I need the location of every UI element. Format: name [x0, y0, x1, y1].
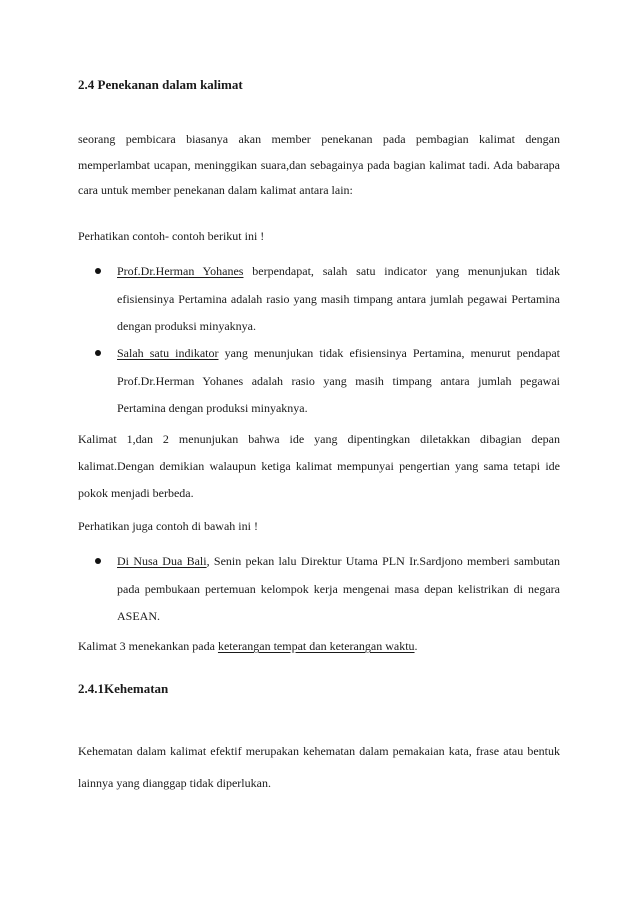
bullet-icon	[95, 350, 101, 356]
conclusion-suffix: .	[414, 639, 418, 653]
conclusion-prefix: Kalimat 3 menekankan pada	[78, 639, 218, 653]
list-item	[117, 548, 560, 631]
bullet-text: berpendapat, salah satu indicator yang menunjukan tidak efisiensinya Pertamina adalah rasio yang masih timpang antara jumlah pegawai Pertamina dengan produksi minyaknya.	[117, 264, 560, 333]
examples-intro-2: Perhatikan juga contoh di bawah ini !	[78, 519, 258, 533]
intro-paragraph: seorang pembicara biasanya akan member penekanan pada pembagian kalimat dengan memperlambat ucapan, meninggikan suara,dan sebagainya pada bagian kalimat tadi. Ada babarapa cara untuk member penekanan dalam kalimat antara lain:	[78, 132, 560, 197]
bullet-text: yang menunjukan tidak efisiensinya Pertamina, menurut pendapat Prof.Dr.Herman Yohanes adalah rasio yang masih timpang antara jumlah pegawai Pertamina dengan produksi minyaknya.	[117, 346, 560, 415]
bullet-underlined-text: Di Nusa Dua Bali	[117, 554, 207, 568]
conclusion-underlined: keterangan tempat dan keterangan waktu	[217, 639, 415, 653]
list-item	[117, 340, 560, 423]
bullet-icon	[95, 558, 101, 564]
analysis-paragraph: Kalimat 1,dan 2 menunjukan bahwa ide yang dipentingkan diletakkan dibagian depan kalimat.Dengan demikian walaupun ketiga kalimat mempunyai pengertian yang sama tetapi ide pokok menjadi berbeda.	[78, 432, 560, 500]
bullet-icon	[95, 268, 101, 274]
kehematan-paragraph: Kehematan dalam kalimat efektif merupakan kehematan dalam pemakaian kata, frase atau bentuk lainnya yang dianggap tidak diperlukan.	[78, 744, 560, 790]
bullet-underlined-text: Salah satu indikator	[117, 346, 219, 360]
list-item	[117, 258, 560, 341]
subsection-heading: 2.4.1Kehematan	[78, 681, 169, 696]
bullet-text: , Senin pekan lalu Direktur Utama PLN Ir.Sardjono memberi sambutan pada pembukaan pertemuan kelompok kerja mengenai masa depan kelistrikan di negara ASEAN.	[117, 554, 560, 623]
examples-intro: Perhatikan contoh- contoh berikut ini !	[78, 229, 265, 243]
bullet-underlined-text: Prof.Dr.Herman Yohanes	[117, 264, 244, 278]
conclusion-paragraph	[78, 634, 560, 660]
section-heading: 2.4 Penekanan dalam kalimat	[78, 77, 243, 92]
